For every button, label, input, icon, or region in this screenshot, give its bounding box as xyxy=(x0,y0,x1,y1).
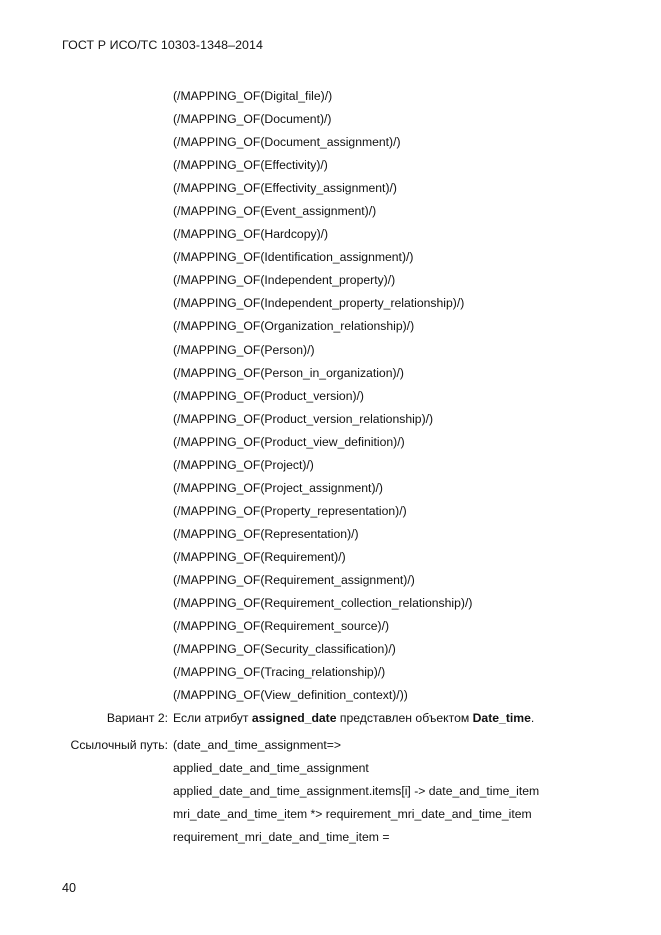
mapping-line: (/MAPPING_OF(Requirement_source)/) xyxy=(173,619,390,634)
mapping-line: (/MAPPING_OF(Product_version)/) xyxy=(173,388,364,403)
reference-path-line: applied_date_and_time_assignment xyxy=(173,761,369,775)
page-number: 40 xyxy=(62,881,77,895)
mapping-line: (/MAPPING_OF(Identification_assignment)/) xyxy=(173,250,414,265)
mapping-line: (/MAPPING_OF(Security_classification)/) xyxy=(173,642,396,657)
mapping-line: (/MAPPING_OF(Requirement_assignment)/) xyxy=(173,572,415,587)
mapping-line: (/MAPPING_OF(Project_assignment)/) xyxy=(173,480,383,495)
mapping-line: (/MAPPING_OF(Project)/) xyxy=(173,457,314,472)
variant-text xyxy=(173,710,534,726)
mapping-line: (/MAPPING_OF(Digital_file)/) xyxy=(173,89,333,103)
mapping-line: (/MAPPING_OF(Product_view_definition)/) xyxy=(173,434,405,449)
mapping-line: (/MAPPING_OF(Effectivity)/) xyxy=(173,158,328,173)
variant-text-part: . xyxy=(530,711,535,725)
document-header: ГОСТ Р ИСО/ТС 10303-1348–2014 xyxy=(62,38,264,52)
mapping-line: (/MAPPING_OF(Representation)/) xyxy=(173,526,359,541)
reference-path-line: (date_and_time_assignment=> xyxy=(173,738,342,752)
mapping-line: (/MAPPING_OF(Product_version_relationship)/) xyxy=(173,411,434,426)
mapping-line: (/MAPPING_OF(Tracing_relationship)/) xyxy=(173,665,386,680)
mapping-line: (/MAPPING_OF(Event_assignment)/) xyxy=(173,204,377,219)
variant-text-part: представлен объектом xyxy=(336,711,473,725)
reference-path-line: applied_date_and_time_assignment.items[i] -> date_and_time_item xyxy=(173,784,540,798)
mapping-line: (/MAPPING_OF(Organization_relationship)/) xyxy=(173,319,415,334)
mapping-line: (/MAPPING_OF(Independent_property)/) xyxy=(173,273,396,288)
variant-label: Вариант 2: xyxy=(106,711,168,725)
mapping-line: (/MAPPING_OF(Property_representation)/) xyxy=(173,503,407,518)
mapping-line: (/MAPPING_OF(Requirement_collection_relationship)/) xyxy=(173,596,473,611)
reference-path-label: Ссылочный путь: xyxy=(70,738,168,752)
mapping-line: (/MAPPING_OF(Effectivity_assignment)/) xyxy=(173,181,397,196)
mapping-list xyxy=(173,88,472,710)
attribute-name: assigned_date xyxy=(251,711,337,725)
mapping-line: (/MAPPING_OF(Document_assignment)/) xyxy=(173,135,401,150)
mapping-line: (/MAPPING_OF(Person)/) xyxy=(173,342,315,357)
mapping-line: (/MAPPING_OF(Independent_property_relationship)/) xyxy=(173,296,465,311)
variant-text-part: Если атрибут xyxy=(173,711,252,725)
entity-name: Date_time xyxy=(472,711,531,725)
mapping-line: (/MAPPING_OF(Person_in_organization)/) xyxy=(173,365,404,380)
mapping-line: (/MAPPING_OF(Document)/) xyxy=(173,112,332,127)
mapping-line: (/MAPPING_OF(Hardcopy)/) xyxy=(173,227,329,242)
mapping-line: (/MAPPING_OF(View_definition_context)/)) xyxy=(173,688,408,703)
reference-path-line: requirement_mri_date_and_time_item = xyxy=(173,830,390,844)
reference-path-line: mri_date_and_time_item *> requirement_mri_date_and_time_item xyxy=(173,807,532,821)
mapping-line: (/MAPPING_OF(Requirement)/) xyxy=(173,549,346,564)
